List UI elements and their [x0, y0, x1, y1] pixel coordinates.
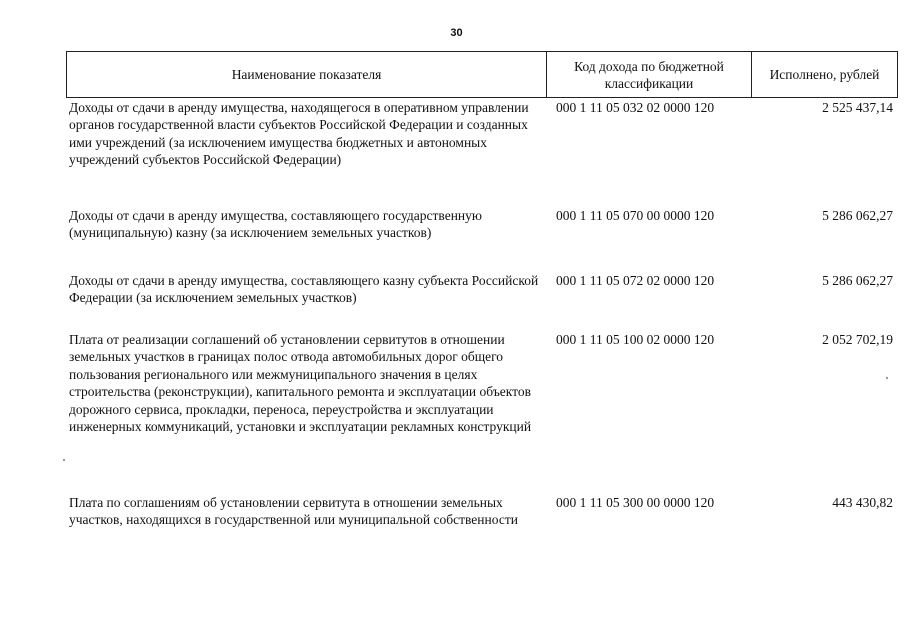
- row-name: Плата от реализации соглашений об установлении сервитутов в отношении земельных участков в границах полос отвода автомобильных дорог общего пользования регионального или межмуниципального значения в целях строительства (реконструкции), капитального ремонта и эксплуатации объектов дорожного сервиса, прокладки, переноса, переустройства и эксплуатации инженерных коммуникаций, установки и эксплуатации рекламных конструкций: [69, 332, 532, 435]
- page-number: 30: [450, 27, 463, 39]
- header-code: Код дохода по бюджетной классификации: [547, 52, 752, 97]
- row-code: 000 1 11 05 032 02 0000 120: [556, 100, 715, 115]
- row-code: 000 1 11 05 300 00 0000 120: [556, 495, 715, 510]
- table-header: [66, 51, 898, 98]
- scan-speck: [63, 459, 65, 461]
- row-code: 000 1 11 05 100 02 0000 120: [556, 332, 715, 347]
- header-amount: Исполнено, рублей: [769, 67, 880, 82]
- row-amount: 5 286 062,27: [822, 208, 893, 223]
- row-code: 000 1 11 05 070 00 0000 120: [556, 208, 715, 223]
- row-amount: 2 052 702,19: [822, 332, 893, 347]
- row-name: Доходы от сдачи в аренду имущества, составляющего государственную (муниципальную) казну (за исключением земельных участков): [69, 208, 482, 241]
- row-name: Доходы от сдачи в аренду имущества, находящегося в оперативном управлении органов государственной власти субъектов Российской Федерации и созданных ими учреждений (за исключением имущества бюджетных и автономных учреждений субъектов Российской Федерации): [69, 100, 529, 168]
- scan-speck: [886, 377, 888, 379]
- header-name: Наименование показателя: [67, 52, 547, 97]
- row-name: Плата по соглашениям об установлении сервитута в отношении земельных участков, находящихся в государственной или муниципальной собственности: [69, 495, 518, 528]
- row-amount: 2 525 437,14: [822, 100, 893, 115]
- row-code: 000 1 11 05 072 02 0000 120: [556, 273, 715, 288]
- row-name: Доходы от сдачи в аренду имущества, составляющего казну субъекта Российской Федерации (за исключением земельных участков): [69, 273, 539, 306]
- row-amount: 5 286 062,27: [822, 273, 893, 288]
- row-amount: 443 430,82: [832, 495, 893, 510]
